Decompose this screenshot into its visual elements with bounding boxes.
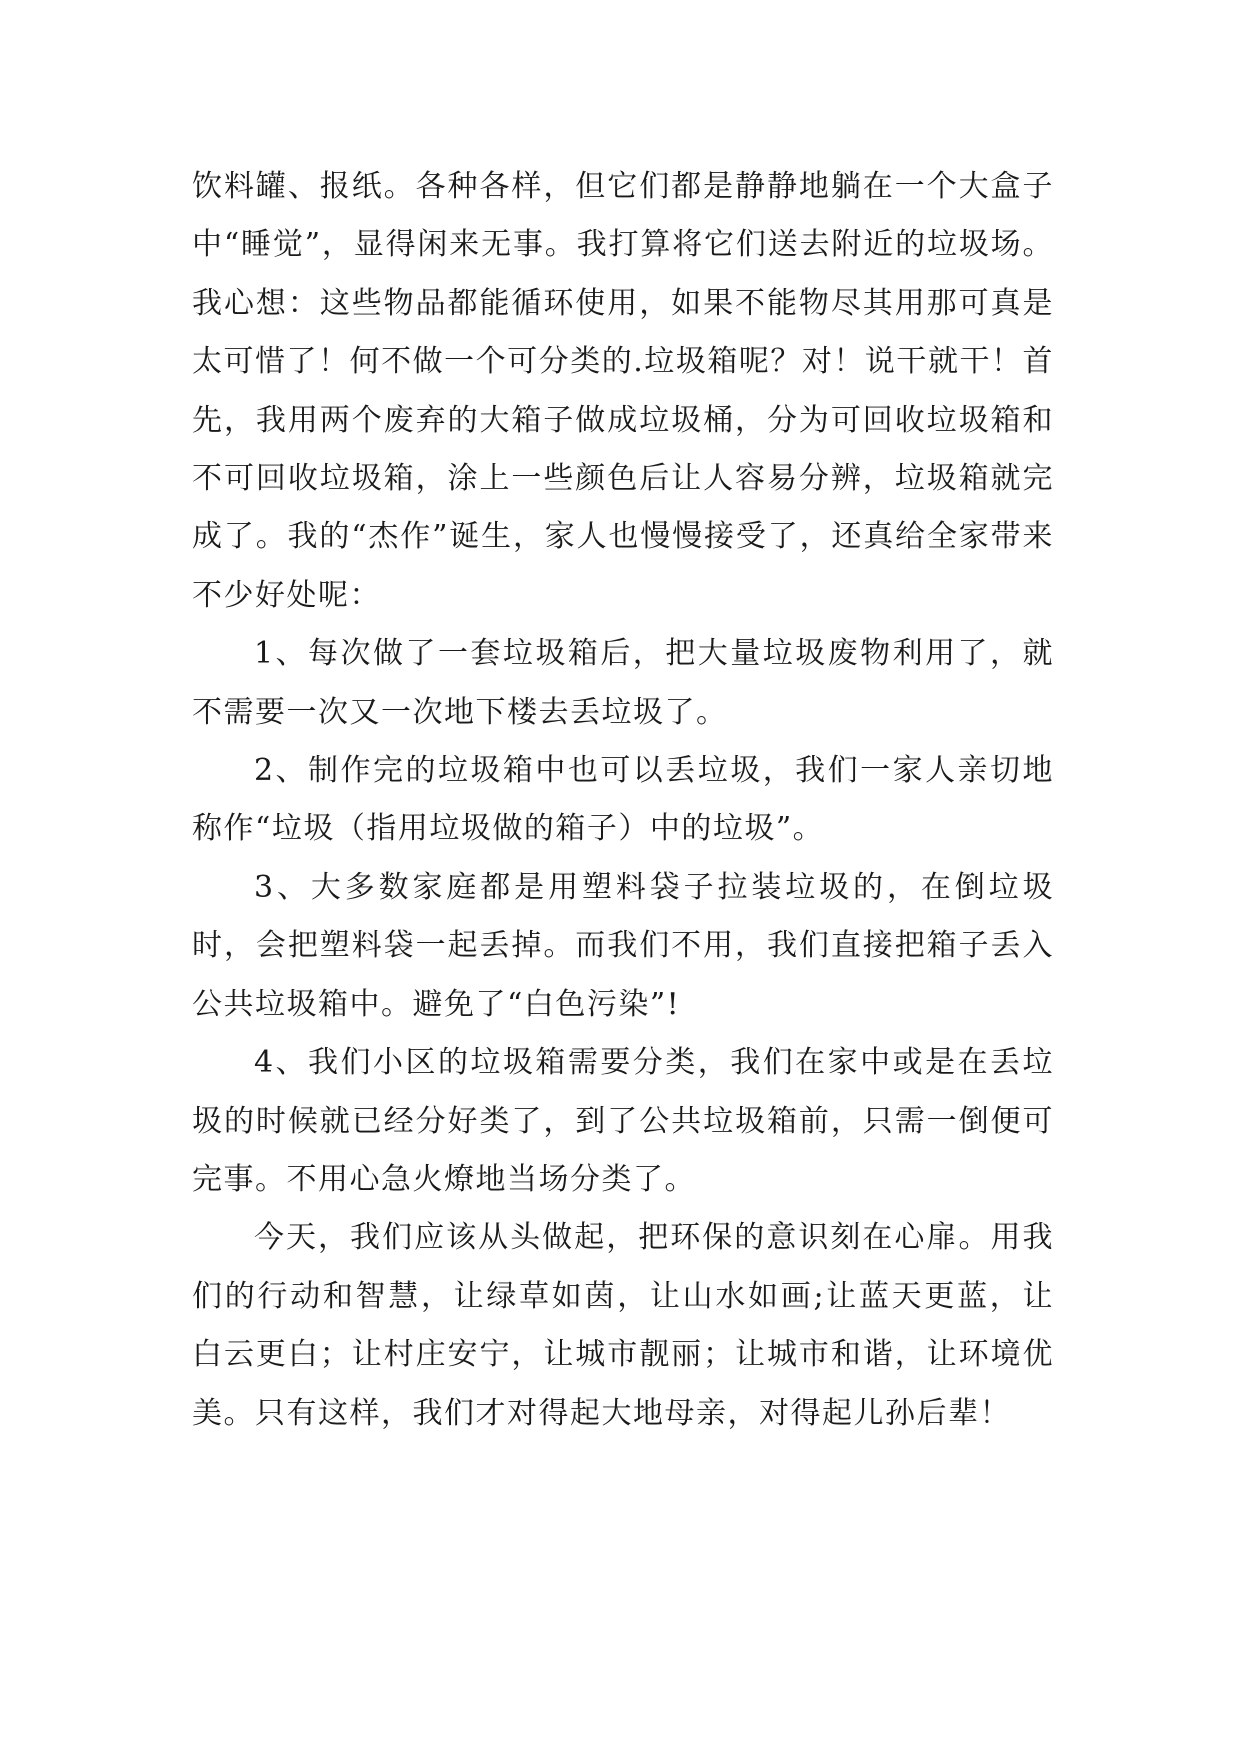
paragraph-point-1: 1、每次做了一套垃圾箱后，把大量垃圾废物利用了，就不需要一次又一次地下楼去丢垃圾了。	[192, 636, 1054, 730]
paragraph-point-3: 3、大多数家庭都是用塑料袋子拉装垃圾的，在倒垃圾时，会把塑料袋一起丢掉。而我们不用，我们直接把箱子丢入公共垃圾箱中。避免了“白色污染”!	[192, 869, 1054, 1022]
paragraph-conclusion: 今天，我们应该从头做起，把环保的意识刻在心扉。用我们的行动和智慧，让绿草如茵，让山水如画;让蓝天更蓝，让白云更白；让村庄安宁，让城市靓丽；让城市和谐，让环境优美。只有这样，我们才对得起大地母亲，对得起儿孙后辈！	[192, 1220, 1054, 1431]
document-page	[192, 158, 1054, 1443]
paragraph-intro: 饮料罐、报纸。各种各样，但它们都是静静地躺在一个大盒子中“睡觉”，显得闲来无事。我打算将它们送去附近的垃圾场。我心想：这些物品都能循环使用，如果不能物尽其用那可真是太可惜了！何不做一个可分类的.垃圾箱呢？对！说干就干！首先，我用两个废弃的大箱子做成垃圾桶，分为可回收垃圾箱和不可回收垃圾箱，涂上一些颜色后让人容易分辨，垃圾箱就完成了。我的“杰作”诞生，家人也慢慢接受了，还真给全家带来不少好处呢：	[192, 169, 1054, 613]
paragraph-point-2: 2、制作完的垃圾箱中也可以丢垃圾，我们一家人亲切地称作“垃圾（指用垃圾做的箱子）中的垃圾”。	[192, 753, 1054, 847]
paragraph-point-4: 4、我们小区的垃圾箱需要分类，我们在家中或是在丢垃圾的时候就已经分好类了，到了公共垃圾箱前，只需一倒便可完事。不用心急火燎地当场分类了。	[192, 1045, 1054, 1197]
